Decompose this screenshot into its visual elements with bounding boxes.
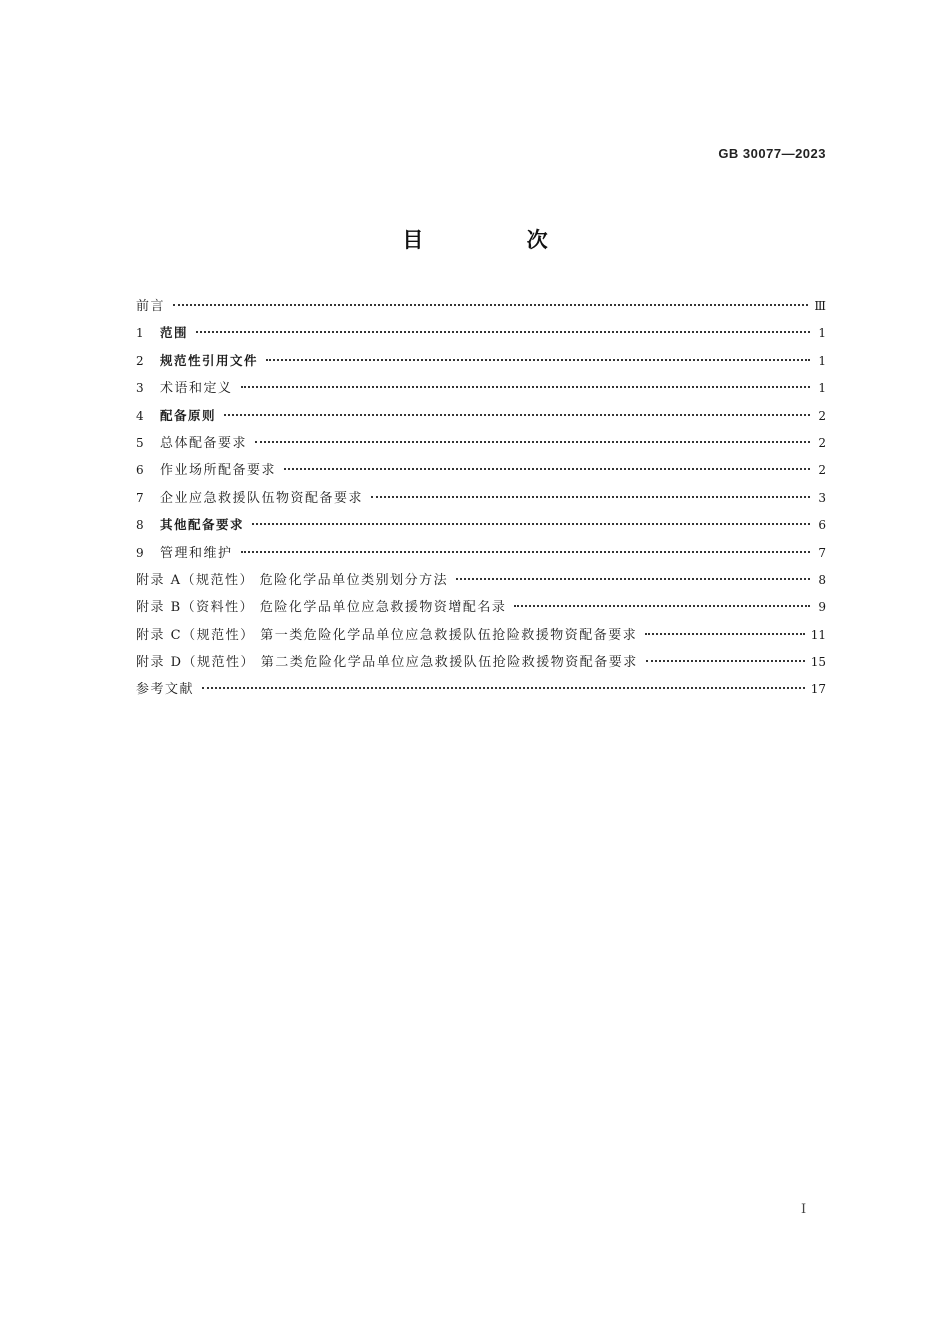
toc-entry-number: 6	[136, 463, 144, 478]
toc-entry-8[interactable]	[136, 515, 826, 542]
toc-entry-page: 6	[818, 518, 826, 533]
toc-title: 目 次	[402, 228, 596, 252]
dot-leader	[255, 441, 810, 443]
toc-entry-label: 其他配备要求	[160, 517, 245, 533]
toc-entry-number: 7	[136, 490, 144, 505]
toc-entry-number: 8	[136, 518, 144, 533]
toc-entry-page: 9	[818, 600, 826, 615]
dot-leader	[252, 523, 810, 525]
table-of-contents	[136, 296, 826, 707]
toc-entry-page: 17	[810, 682, 826, 697]
toc-entry-9[interactable]	[136, 543, 826, 570]
toc-entry-appendix-d[interactable]	[136, 652, 826, 679]
dot-leader	[456, 578, 810, 580]
dot-leader	[646, 660, 805, 662]
toc-entry-label: 术语和定义	[160, 381, 233, 397]
dot-leader	[284, 468, 810, 470]
toc-entry-page: 11	[810, 627, 826, 642]
toc-entry-label: 前言	[136, 299, 166, 314]
toc-entry-page: 15	[810, 655, 826, 670]
toc-entry-label: 管理和维护	[160, 545, 233, 561]
toc-entry-number: 2	[136, 353, 144, 368]
toc-entry-page: Ⅲ	[814, 299, 826, 313]
dot-leader	[224, 414, 810, 416]
toc-entry-6[interactable]	[136, 460, 826, 487]
dot-leader	[514, 605, 810, 607]
toc-entry-page: 2	[818, 408, 826, 423]
toc-entry-label: 范围	[160, 325, 189, 341]
toc-entry-label: 附录 B（资料性） 危险化学品单位应急救援物资增配名录	[136, 600, 507, 616]
dot-leader	[371, 496, 810, 498]
toc-entry-page: 8	[818, 572, 826, 587]
toc-entry-page: 2	[818, 435, 826, 450]
toc-entry-label: 附录 C（规范性） 第一类危险化学品单位应急救援队伍抢险救援物资配备要求	[136, 627, 638, 643]
toc-entry-page: 1	[818, 353, 826, 368]
toc-entry-foreword[interactable]	[136, 296, 826, 323]
toc-entry-number: 9	[136, 545, 144, 560]
toc-entry-label: 规范性引用文件	[160, 352, 259, 368]
toc-entry-label: 企业应急救援队伍物资配备要求	[160, 490, 364, 506]
toc-entry-label: 总体配备要求	[160, 435, 248, 451]
dot-leader	[241, 386, 810, 388]
toc-entry-number: 5	[136, 435, 144, 450]
dot-leader	[202, 687, 805, 689]
dot-leader	[645, 633, 805, 635]
dot-leader	[241, 551, 810, 553]
toc-entry-references[interactable]	[136, 679, 826, 706]
toc-entry-5[interactable]	[136, 433, 826, 460]
dot-leader	[173, 304, 808, 306]
toc-entry-page: 7	[818, 545, 826, 560]
toc-entry-page: 2	[818, 463, 826, 478]
standard-code: GB 30077—2023	[718, 146, 826, 161]
toc-entry-appendix-c[interactable]	[136, 625, 826, 652]
toc-entry-4[interactable]	[136, 406, 826, 433]
toc-entry-page: 3	[818, 490, 826, 505]
toc-entry-1[interactable]	[136, 323, 826, 350]
toc-entry-page: 1	[818, 326, 826, 341]
toc-entry-label: 作业场所配备要求	[160, 463, 277, 479]
toc-entry-label: 附录 D（规范性） 第二类危险化学品单位应急救援队伍抢险救援物资配备要求	[136, 655, 638, 671]
toc-entry-appendix-a[interactable]	[136, 570, 826, 597]
toc-entry-number: 3	[136, 381, 144, 396]
toc-entry-appendix-b[interactable]	[136, 597, 826, 624]
toc-entry-2[interactable]	[136, 351, 826, 378]
toc-entry-label: 附录 A（规范性） 危险化学品单位类别划分方法	[136, 572, 449, 588]
toc-entry-7[interactable]	[136, 488, 826, 515]
toc-entry-3[interactable]	[136, 378, 826, 405]
dot-leader	[266, 359, 810, 361]
page-number: I	[801, 1202, 807, 1217]
toc-entry-page: 1	[818, 381, 826, 396]
toc-entry-number: 4	[136, 408, 144, 423]
toc-entry-number: 1	[136, 326, 144, 341]
toc-entry-label: 配备原则	[160, 407, 217, 423]
dot-leader	[196, 331, 810, 333]
toc-entry-label: 参考文献	[136, 682, 195, 698]
